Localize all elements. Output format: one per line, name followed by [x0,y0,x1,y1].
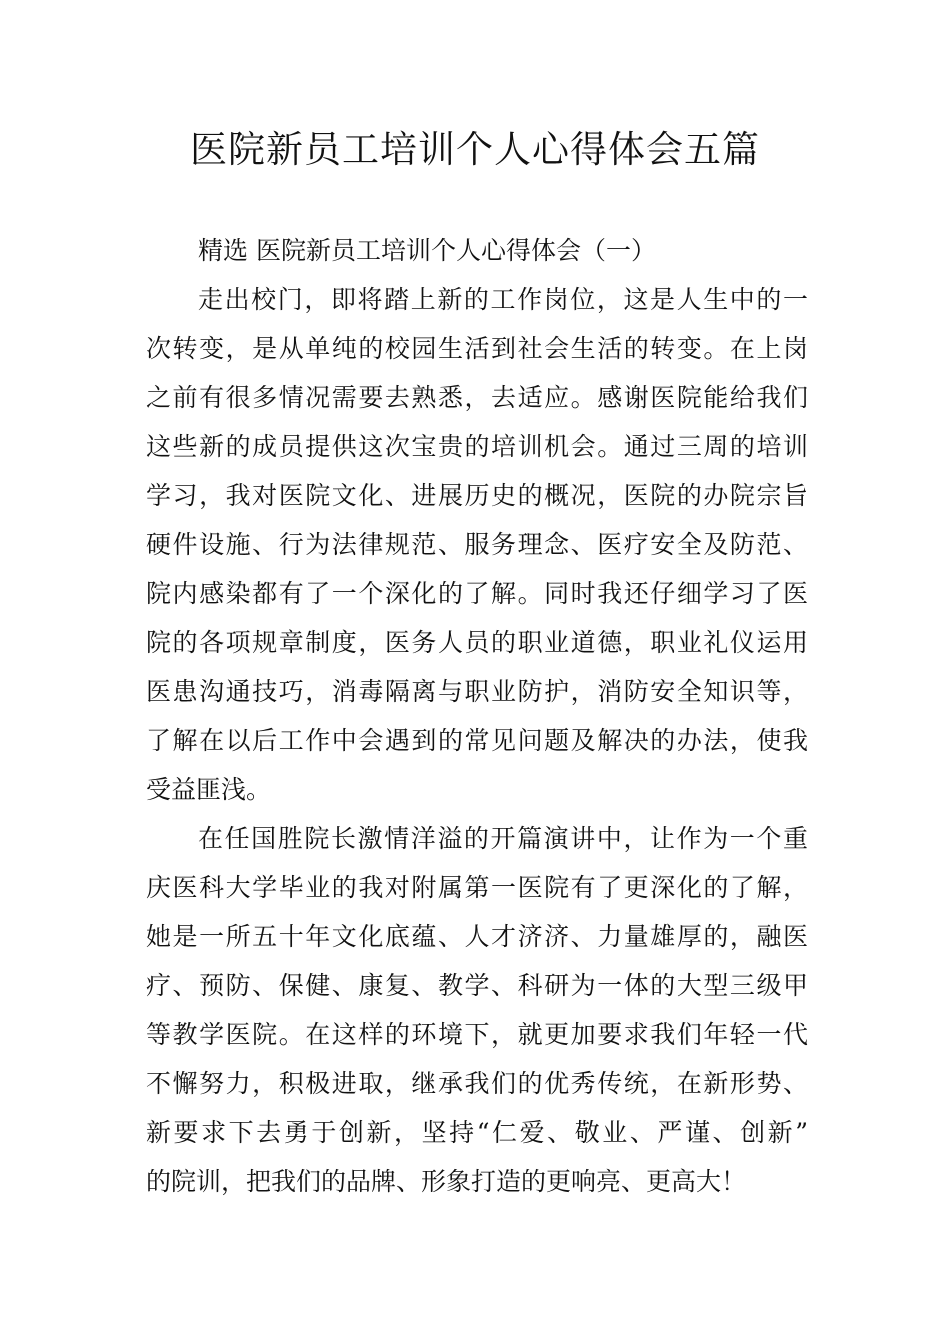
paragraph-line: 她是一所五十年文化底蕴、人才济济、力量雄厚的，融医 [146,922,808,951]
paragraph-line: 走出校门，即将踏上新的工作岗位，这是人生中的一 [198,285,808,314]
paragraph-line: 庆医科大学毕业的我对附属第一医院有了更深化的了解， [146,873,808,902]
paragraph-line: 了解在以后工作中会遇到的常见问题及解决的办法，使我 [146,726,808,755]
paragraph-line: 疗、预防、保健、康复、教学、科研为一体的大型三级甲 [146,971,808,1000]
paragraph-line: 院内感染都有了一个深化的了解。同时我还仔细学习了医 [146,579,808,608]
paragraph-line: 受益匪浅。 [146,775,272,804]
paragraph-line: 在任国胜院长激情洋溢的开篇演讲中，让作为一个重 [198,824,808,853]
paragraph-line: 次转变，是从单纯的校园生活到社会生活的转变。在上岗 [146,334,808,363]
section-heading: 精选 医院新员工培训个人心得体会（一） [198,236,656,265]
document-body [146,226,808,1206]
paragraph-line: 的院训，把我们的品牌、形象打造的更响亮、更高大！ [146,1167,747,1196]
paragraph-line: 这些新的成员提供这次宝贵的培训机会。通过三周的培训 [146,432,808,461]
paragraph-line: 医患沟通技巧，消毒隔离与职业防护，消防安全知识等， [146,677,808,706]
paragraph-line: 不懈努力，积极进取，继承我们的优秀传统，在新形势、 [146,1069,808,1098]
paragraph-line: 新要求下去勇于创新，坚持“仁爱、敬业、严谨、创新” [146,1118,808,1147]
paragraph-line: 硬件设施、行为法律规范、服务理念、医疗安全及防范、 [146,530,808,559]
document-title: 医院新员工培训个人心得体会五篇 [190,128,760,171]
paragraph-line: 之前有很多情况需要去熟悉，去适应。感谢医院能给我们 [146,383,808,412]
paragraph-line: 等教学医院。在这样的环境下，就更加要求我们年轻一代 [146,1020,808,1049]
paragraph-line: 院的各项规章制度，医务人员的职业道德，职业礼仪运用 [146,628,808,657]
paragraph-line: 学习，我对医院文化、进展历史的概况，医院的办院宗旨 [146,481,808,510]
